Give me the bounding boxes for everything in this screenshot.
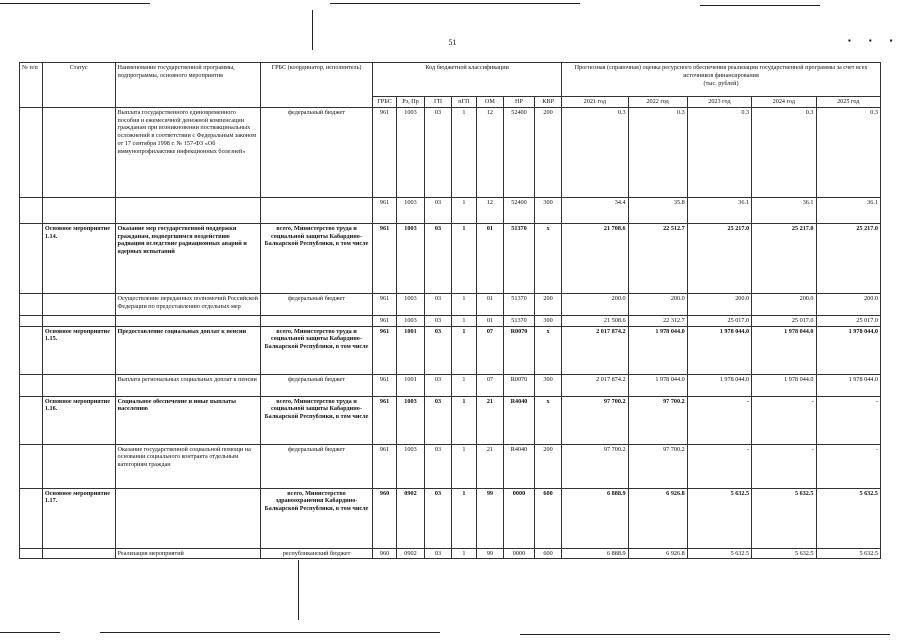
cell-value: 36.1: [752, 197, 816, 223]
cell-value: 2 017 874.2: [562, 374, 628, 396]
cell-code: 03: [424, 548, 451, 559]
cell-name: Осуществление переданных полномочий Российской Федерации по предоставлению отдельных мер: [115, 293, 260, 315]
cell-code: 21: [476, 396, 503, 444]
cell-code: 12: [476, 197, 503, 223]
cell-code: х: [535, 326, 562, 374]
column-header: ГРБС: [373, 97, 397, 108]
cell-name: [115, 488, 260, 548]
cell-status: [42, 293, 115, 315]
cell-status: [42, 374, 115, 396]
cell-code: 1: [451, 488, 476, 548]
cell-value: 25 217.0: [816, 223, 880, 293]
cell-code: 300: [535, 374, 562, 396]
cell-value: 5 632.5: [816, 488, 880, 548]
cell-value: 200.0: [752, 293, 816, 315]
cell-code: R4040: [503, 396, 534, 444]
cell-code: R0070: [503, 374, 534, 396]
cell-num: [20, 107, 43, 197]
cell-code: 12: [476, 107, 503, 197]
cell-code: 1003: [396, 223, 424, 293]
header-name: Наименование государственной программы, подпрограммы, основного мероприятия: [115, 63, 260, 108]
cell-code: 21: [476, 444, 503, 488]
cell-code: 51370: [503, 315, 534, 326]
cell-grbs: всего, Министерство труда и социальной защиты Кабардино-Балкарской Республики, в том числе: [260, 223, 372, 293]
cell-code: 960: [373, 488, 397, 548]
table-row: [20, 197, 881, 223]
cell-code: 1003: [396, 396, 424, 444]
cell-code: 1003: [396, 107, 424, 197]
cell-value: 200.0: [628, 293, 687, 315]
cell-code: R4040: [503, 444, 534, 488]
cell-grbs: [260, 197, 372, 223]
cell-code: 961: [373, 326, 397, 374]
cell-code: 51370: [503, 223, 534, 293]
cell-value: -: [816, 444, 880, 488]
cell-value: 5 632.5: [752, 548, 816, 559]
cell-name: [115, 197, 260, 223]
column-header: 2021 год: [562, 97, 628, 108]
column-header: 2024 год: [752, 97, 816, 108]
cell-status: [42, 107, 115, 197]
cell-code: 01: [476, 315, 503, 326]
cell-value: 1 978 044.0: [687, 374, 751, 396]
cell-value: 0.3: [687, 107, 751, 197]
cell-value: 36.1: [687, 197, 751, 223]
cell-code: 03: [424, 197, 451, 223]
column-header: НР: [503, 97, 534, 108]
header-forecast: [562, 63, 881, 97]
cell-value: -: [752, 444, 816, 488]
cell-value: 0.3: [816, 107, 880, 197]
table-row: [20, 223, 881, 293]
table-row: [20, 488, 881, 548]
cell-grbs: федеральный бюджет: [260, 293, 372, 315]
cell-code: 300: [535, 197, 562, 223]
cell-value: 25 017.0: [816, 315, 880, 326]
cell-code: 03: [424, 293, 451, 315]
cell-code: 01: [476, 293, 503, 315]
cell-num: [20, 488, 43, 548]
cell-grbs: [260, 315, 372, 326]
cell-value: 35.8: [628, 197, 687, 223]
cell-num: [20, 374, 43, 396]
cell-value: 25 217.0: [752, 223, 816, 293]
cell-code: 07: [476, 374, 503, 396]
cell-value: 200.0: [816, 293, 880, 315]
column-header: ГП: [424, 97, 451, 108]
column-header: 2023 год: [687, 97, 751, 108]
cell-code: 1: [451, 293, 476, 315]
cell-code: 200: [535, 293, 562, 315]
table-row: [20, 326, 881, 374]
cell-code: 03: [424, 326, 451, 374]
cell-value: 34.4: [562, 197, 628, 223]
cell-code: 01: [476, 223, 503, 293]
cell-value: 36.1: [816, 197, 880, 223]
cell-value: 1 978 044.0: [816, 326, 880, 374]
cell-value: 1 978 044.0: [752, 374, 816, 396]
cell-num: [20, 293, 43, 315]
column-header: КВР: [535, 97, 562, 108]
cell-code: 03: [424, 107, 451, 197]
cell-code: 52400: [503, 107, 534, 197]
cell-value: 1 978 044.0: [628, 374, 687, 396]
cell-status: Основное мероприятие 1.14.: [42, 223, 115, 293]
cell-code: 960: [373, 548, 397, 559]
cell-code: 03: [424, 444, 451, 488]
cell-status: Основное мероприятие 1.15.: [42, 326, 115, 374]
header-units: (тыс. рублей): [703, 79, 739, 87]
cell-value: 1 978 044.0: [628, 326, 687, 374]
cell-name: Предоставление социальных доплат к пенсии: [115, 326, 260, 374]
scan-line-vertical: [312, 10, 313, 50]
cell-num: [20, 315, 43, 326]
cell-code: 03: [424, 374, 451, 396]
cell-value: 1 978 044.0: [752, 326, 816, 374]
cell-code: 1: [451, 315, 476, 326]
cell-code: 1: [451, 197, 476, 223]
cell-value: -: [816, 396, 880, 444]
cell-code: 99: [476, 548, 503, 559]
cell-code: 0000: [503, 548, 534, 559]
cell-code: 961: [373, 315, 397, 326]
cell-value: 1 978 044.0: [816, 374, 880, 396]
cell-value: 200.0: [687, 293, 751, 315]
scan-line-bottom-2: [100, 632, 440, 633]
cell-status: Основное мероприятие 1.17.: [42, 488, 115, 548]
cell-grbs: федеральный бюджет: [260, 107, 372, 197]
cell-code: 1001: [396, 374, 424, 396]
table-row: [20, 548, 881, 559]
cell-name: Оказание мер государственной поддержки гражданам, подвергшимся воздействию радиации вследствие радиационных аварий и ядерных испытаний: [115, 223, 260, 293]
cell-value: 1 978 044.0: [687, 326, 751, 374]
cell-grbs: всего, Министерство труда и социальной защиты Кабардино-Балкарской Республики, в том числе: [260, 396, 372, 444]
cell-code: 961: [373, 293, 397, 315]
cell-code: 1: [451, 223, 476, 293]
cell-code: 07: [476, 326, 503, 374]
cell-status: [42, 548, 115, 559]
cell-code: 1: [451, 548, 476, 559]
cell-value: -: [752, 396, 816, 444]
cell-name: [115, 315, 260, 326]
header-forecast-text: Прогнозная (справочная) оценка ресурсного обеспечения реализации государственной программы за счет всех источников финансирования: [574, 64, 868, 79]
scan-line-bottom-3: [520, 634, 890, 635]
cell-value: 6 926.8: [628, 548, 687, 559]
cell-code: 600: [535, 548, 562, 559]
cell-code: 1: [451, 326, 476, 374]
cell-value: -: [687, 396, 751, 444]
cell-code: 0000: [503, 488, 534, 548]
cell-code: 200: [535, 444, 562, 488]
cell-name: Оказание государственной социальной помощи на основании социального контракта отдельным категориям граждан: [115, 444, 260, 488]
cell-value: 5 632.5: [687, 548, 751, 559]
cell-value: 5 632.5: [816, 548, 880, 559]
cell-value: 5 632.5: [687, 488, 751, 548]
scan-line-top-2: [330, 3, 580, 4]
cell-code: 0902: [396, 548, 424, 559]
cell-code: 52400: [503, 197, 534, 223]
cell-code: 03: [424, 315, 451, 326]
cell-name: Реализация мероприятий: [115, 548, 260, 559]
cell-code: 961: [373, 223, 397, 293]
cell-value: 6 888.9: [562, 548, 628, 559]
cell-status: Основное мероприятие 1.16.: [42, 396, 115, 444]
cell-code: 03: [424, 488, 451, 548]
cell-grbs: всего, Министерство здравоохранения Кабардино-Балкарской Республики, в том числе: [260, 488, 372, 548]
scan-line-top-1: [0, 3, 150, 4]
table-row: [20, 293, 881, 315]
cell-name: Социальное обеспечение и иные выплаты населению: [115, 396, 260, 444]
cell-code: 961: [373, 444, 397, 488]
table-row: [20, 444, 881, 488]
cell-value: 21 708.6: [562, 223, 628, 293]
column-header: Рз, Пр: [396, 97, 424, 108]
cell-code: 1001: [396, 326, 424, 374]
cell-value: 25 017.0: [752, 315, 816, 326]
scan-line-bottom-1: [0, 632, 60, 633]
cell-value: 22 312.7: [628, 315, 687, 326]
page-number: 51: [448, 38, 457, 47]
cell-num: [20, 223, 43, 293]
column-header: 2025 год: [816, 97, 880, 108]
header-code: Код бюджетной классификации: [373, 63, 562, 97]
scan-line-vertical-2: [298, 560, 299, 620]
cell-code: 0902: [396, 488, 424, 548]
cell-value: -: [687, 444, 751, 488]
cell-code: 1003: [396, 197, 424, 223]
header-status: Статус: [42, 63, 115, 108]
cell-code: х: [535, 223, 562, 293]
column-header: пГП: [451, 97, 476, 108]
cell-code: 1003: [396, 315, 424, 326]
cell-code: 961: [373, 374, 397, 396]
cell-code: 03: [424, 396, 451, 444]
scan-marks: ▪ ▪ ▪: [848, 36, 901, 45]
cell-value: 97 700.2: [628, 444, 687, 488]
cell-value: 5 632.5: [752, 488, 816, 548]
cell-grbs: республиканский бюджет: [260, 548, 372, 559]
cell-num: [20, 326, 43, 374]
cell-grbs: федеральный бюджет: [260, 374, 372, 396]
cell-value: 25 017.0: [687, 315, 751, 326]
cell-code: 961: [373, 197, 397, 223]
table-row: [20, 107, 881, 197]
cell-value: 0.3: [752, 107, 816, 197]
column-header: ОМ: [476, 97, 503, 108]
cell-code: 1: [451, 444, 476, 488]
cell-code: 1: [451, 396, 476, 444]
cell-value: 97 700.2: [562, 444, 628, 488]
cell-value: 2 017 874.2: [562, 326, 628, 374]
cell-value: 6 926.8: [628, 488, 687, 548]
cell-value: 22 512.7: [628, 223, 687, 293]
cell-status: [42, 444, 115, 488]
cell-num: [20, 444, 43, 488]
budget-table: [19, 62, 881, 559]
cell-code: 961: [373, 107, 397, 197]
cell-code: 1003: [396, 444, 424, 488]
table-row: [20, 396, 881, 444]
header-grbs: ГРБС (координатор, исполнитель): [260, 63, 372, 108]
table-row: [20, 374, 881, 396]
cell-value: 0.3: [628, 107, 687, 197]
cell-value: 200.0: [562, 293, 628, 315]
cell-grbs: всего, Министерство труда и социальной защиты Кабардино-Балкарской Республики, в том числе: [260, 326, 372, 374]
cell-num: [20, 548, 43, 559]
cell-status: [42, 315, 115, 326]
column-header: 2022 год: [628, 97, 687, 108]
cell-value: 97 700.2: [628, 396, 687, 444]
cell-name: Выплата государственного единовременного пособия и ежемесячной денежной компенсации гражданам при возникновении поствакцинальных осложнений в соответствии с Федеральным законом от 17 сентября 1998 г. № 157-ФЗ «Об иммунопрофилактике инфекционных болезней»: [115, 107, 260, 197]
cell-status: [42, 197, 115, 223]
cell-code: R0070: [503, 326, 534, 374]
cell-value: 97 700.2: [562, 396, 628, 444]
cell-grbs: федеральный бюджет: [260, 444, 372, 488]
cell-code: х: [535, 396, 562, 444]
cell-code: 1003: [396, 293, 424, 315]
cell-value: 25 217.0: [687, 223, 751, 293]
cell-value: 0.3: [562, 107, 628, 197]
scan-line-top-3: [700, 5, 820, 6]
header-num: № п/п: [20, 63, 43, 108]
cell-code: 1: [451, 107, 476, 197]
cell-code: 961: [373, 396, 397, 444]
cell-code: 300: [535, 315, 562, 326]
cell-code: 99: [476, 488, 503, 548]
cell-code: 200: [535, 107, 562, 197]
cell-code: 600: [535, 488, 562, 548]
cell-num: [20, 197, 43, 223]
cell-code: 1: [451, 374, 476, 396]
cell-code: 03: [424, 223, 451, 293]
table-row: [20, 315, 881, 326]
cell-code: 51370: [503, 293, 534, 315]
cell-name: Выплата региональных социальных доплат к пенсии: [115, 374, 260, 396]
cell-value: 6 888.9: [562, 488, 628, 548]
cell-num: [20, 396, 43, 444]
cell-value: 21 508.6: [562, 315, 628, 326]
